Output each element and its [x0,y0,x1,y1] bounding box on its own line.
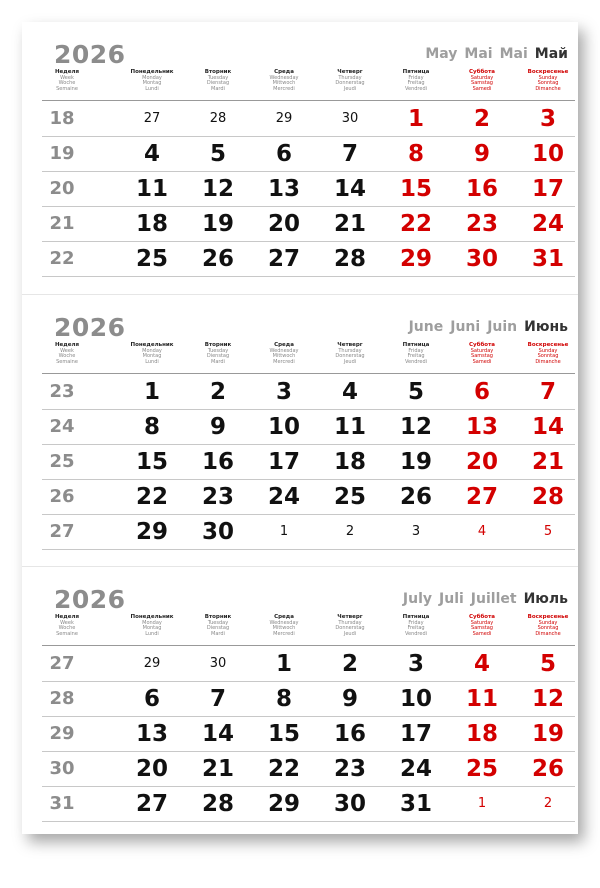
day-cell[interactable]: 14 [201,721,234,747]
month-name: Июнь [524,319,568,335]
month-names [402,319,568,335]
day-cell[interactable]: 29 [143,656,161,671]
day-cell[interactable]: 7 [539,379,556,405]
weekday-header: Вторник Tuesday Dienstag Mardi [204,614,232,637]
month-block [22,566,578,839]
month-name: Juillet [470,591,517,607]
day-cell[interactable]: 27 [465,484,498,510]
weekday-header: Среда Wednesday Mittwoch Mercredi [269,342,299,365]
day-cell[interactable]: 6 [275,141,292,167]
day-cell[interactable]: 2 [209,379,226,405]
week-row [42,242,575,277]
day-cell[interactable]: 3 [539,106,556,132]
day-cell[interactable]: 22 [135,484,168,510]
day-cell[interactable]: 24 [531,211,564,237]
week-number: 27 [49,521,75,542]
day-cell[interactable]: 24 [267,484,300,510]
week-number: 18 [49,108,75,129]
week-row [42,515,575,550]
day-cell[interactable]: 17 [399,721,432,747]
day-cell[interactable]: 1 [407,106,424,132]
month-name: July [402,591,433,607]
weekday-header: Понедельник Monday Montag Lundi [130,69,174,92]
weekday-header: Неделя Week Woche Semaine [54,69,80,92]
day-cell[interactable]: 26 [531,756,564,782]
month-name: Juli [439,591,464,607]
day-cell[interactable]: 30 [465,246,498,272]
day-cell[interactable]: 16 [201,449,234,475]
day-cell[interactable]: 14 [333,176,366,202]
month-name: May [425,46,458,62]
day-cell[interactable]: 17 [267,449,300,475]
day-cell[interactable]: 8 [407,141,424,167]
day-cell[interactable]: 1 [279,524,289,539]
weekday-header: Воскресенье Sunday Sonntag Dimanche [527,614,569,637]
day-cell[interactable]: 11 [333,414,366,440]
day-cell[interactable]: 16 [465,176,498,202]
month-names [396,591,568,607]
day-cell[interactable]: 23 [333,756,366,782]
weekday-header: Среда Wednesday Mittwoch Mercredi [269,69,299,92]
day-cell[interactable]: 10 [399,686,432,712]
weekday-header: Неделя Week Woche Semaine [54,342,80,365]
week-row [42,172,575,207]
day-cell[interactable]: 13 [465,414,498,440]
day-cell[interactable]: 13 [135,721,168,747]
weekday-header: Суббота Saturday Samstag Samedi [469,614,495,637]
week-row [42,137,575,172]
day-cell[interactable]: 29 [267,791,300,817]
week-number: 25 [49,451,75,472]
weekday-header: Понедельник Monday Montag Lundi [130,342,174,365]
day-cell[interactable]: 31 [531,246,564,272]
month-name: Июль [523,591,568,607]
day-cell[interactable]: 28 [209,111,227,126]
weekday-header: Среда Wednesday Mittwoch Mercredi [269,614,299,637]
day-cell[interactable]: 1 [477,796,487,811]
day-cell[interactable]: 9 [209,414,226,440]
day-cell[interactable]: 23 [201,484,234,510]
week-row [42,207,575,242]
month-name: Juni [450,319,481,335]
day-cell[interactable]: 15 [267,721,300,747]
day-cell[interactable]: 3 [411,524,421,539]
day-cell[interactable]: 4 [473,651,490,677]
day-cell[interactable]: 25 [465,756,498,782]
week-row [42,717,575,752]
day-cell[interactable]: 2 [345,524,355,539]
week-number: 22 [49,248,75,269]
day-cell[interactable]: 2 [341,651,358,677]
header-divider [42,645,575,646]
day-cell[interactable]: 21 [531,449,564,475]
day-cell[interactable]: 30 [333,791,366,817]
week-number: 29 [49,723,75,744]
day-cell[interactable]: 30 [341,111,359,126]
week-number: 27 [49,653,75,674]
month-name: Juin [487,319,518,335]
weekday-header: Воскресенье Sunday Sonntag Dimanche [527,342,569,365]
day-cell[interactable]: 9 [473,141,490,167]
month-name: Mai [464,46,493,62]
day-cell[interactable]: 23 [465,211,498,237]
day-cell[interactable]: 18 [333,449,366,475]
day-cell[interactable]: 30 [201,519,234,545]
day-cell[interactable]: 14 [531,414,564,440]
month-names [418,46,568,62]
day-cell[interactable]: 5 [209,141,226,167]
day-cell[interactable]: 5 [543,524,553,539]
day-cell[interactable]: 18 [135,211,168,237]
week-number: 19 [49,143,75,164]
day-cell[interactable]: 8 [143,414,160,440]
year-label: 2026 [54,40,126,69]
day-cell[interactable]: 28 [201,791,234,817]
week-row [42,752,575,787]
weekday-header: Вторник Tuesday Dienstag Mardi [204,69,232,92]
day-cell[interactable]: 3 [275,379,292,405]
day-cell[interactable]: 17 [531,176,564,202]
month-name: June [408,319,444,335]
day-cell[interactable]: 28 [333,246,366,272]
day-cell[interactable]: 7 [341,141,358,167]
day-cell[interactable]: 15 [135,449,168,475]
day-cell[interactable]: 15 [399,176,432,202]
day-cell[interactable]: 10 [531,141,564,167]
day-cell[interactable]: 12 [531,686,564,712]
day-cell[interactable]: 12 [399,414,432,440]
day-cell[interactable]: 8 [275,686,292,712]
day-cell[interactable]: 6 [143,686,160,712]
day-cell[interactable]: 21 [201,756,234,782]
month-block [22,22,578,294]
week-number: 28 [49,688,75,709]
day-cell[interactable]: 16 [333,721,366,747]
weekday-header: Понедельник Monday Montag Lundi [130,614,174,637]
weekday-header: Вторник Tuesday Dienstag Mardi [204,342,232,365]
day-cell[interactable]: 27 [267,246,300,272]
weekday-header: Пятница Friday Freitag Vendredi [402,614,430,637]
week-number: 31 [49,793,75,814]
week-row [42,787,575,822]
day-cell[interactable]: 29 [135,519,168,545]
week-number: 21 [49,213,75,234]
day-cell[interactable]: 24 [399,756,432,782]
day-cell[interactable]: 1 [143,379,160,405]
weekday-header: Пятница Friday Freitag Vendredi [402,69,430,92]
week-row [42,682,575,717]
day-cell[interactable]: 12 [201,176,234,202]
day-cell[interactable]: 25 [135,246,168,272]
day-cell[interactable]: 26 [201,246,234,272]
weekday-header: Четверг Thursday Donnerstag Jeudi [335,614,365,637]
weekday-header: Суббота Saturday Samstag Samedi [469,342,495,365]
day-cell[interactable]: 5 [407,379,424,405]
week-number: 23 [49,381,75,402]
weekday-header: Неделя Week Woche Semaine [54,614,80,637]
day-cell[interactable]: 19 [399,449,432,475]
week-row [42,647,575,682]
year-label: 2026 [54,585,126,614]
day-cell[interactable]: 5 [539,651,556,677]
month-name: Май [534,46,568,62]
year-label: 2026 [54,313,126,342]
day-cell[interactable]: 29 [399,246,432,272]
day-cell[interactable]: 6 [473,379,490,405]
day-cell[interactable]: 4 [341,379,358,405]
day-cell[interactable]: 1 [275,651,292,677]
week-row [42,375,575,410]
day-cell[interactable]: 13 [267,176,300,202]
day-cell[interactable]: 20 [135,756,168,782]
month-block [22,294,578,567]
week-number: 30 [49,758,75,779]
weekday-header: Воскресенье Sunday Sonntag Dimanche [527,69,569,92]
month-name: Mai [499,46,528,62]
day-cell[interactable]: 26 [399,484,432,510]
day-cell[interactable]: 19 [201,211,234,237]
weekday-header: Четверг Thursday Donnerstag Jeudi [335,69,365,92]
day-cell[interactable]: 29 [275,111,293,126]
day-cell[interactable]: 7 [209,686,226,712]
weekday-header: Пятница Friday Freitag Vendredi [402,342,430,365]
day-cell[interactable]: 9 [341,686,358,712]
day-cell[interactable]: 10 [267,414,300,440]
day-cell[interactable]: 4 [477,524,487,539]
week-row [42,102,575,137]
header-divider [42,373,575,374]
header-divider [42,100,575,101]
day-cell[interactable]: 31 [399,791,432,817]
day-cell[interactable]: 30 [209,656,227,671]
day-cell[interactable]: 25 [333,484,366,510]
day-cell[interactable]: 2 [543,796,553,811]
day-cell[interactable]: 3 [407,651,424,677]
week-row [42,480,575,515]
day-cell[interactable]: 11 [465,686,498,712]
day-cell[interactable]: 28 [531,484,564,510]
day-cell[interactable]: 11 [135,176,168,202]
weekday-header: Суббота Saturday Samstag Samedi [469,69,495,92]
week-number: 20 [49,178,75,199]
day-cell[interactable]: 4 [143,141,160,167]
day-cell[interactable]: 19 [531,721,564,747]
day-cell[interactable]: 2 [473,106,490,132]
weekday-header: Четверг Thursday Donnerstag Jeudi [335,342,365,365]
day-cell[interactable]: 18 [465,721,498,747]
day-cell[interactable]: 21 [333,211,366,237]
day-cell[interactable]: 27 [135,791,168,817]
day-cell[interactable]: 27 [143,111,161,126]
week-number: 24 [49,416,75,437]
day-cell[interactable]: 20 [267,211,300,237]
week-row [42,410,575,445]
day-cell[interactable]: 20 [465,449,498,475]
week-row [42,445,575,480]
day-cell[interactable]: 22 [267,756,300,782]
day-cell[interactable]: 22 [399,211,432,237]
week-number: 26 [49,486,75,507]
